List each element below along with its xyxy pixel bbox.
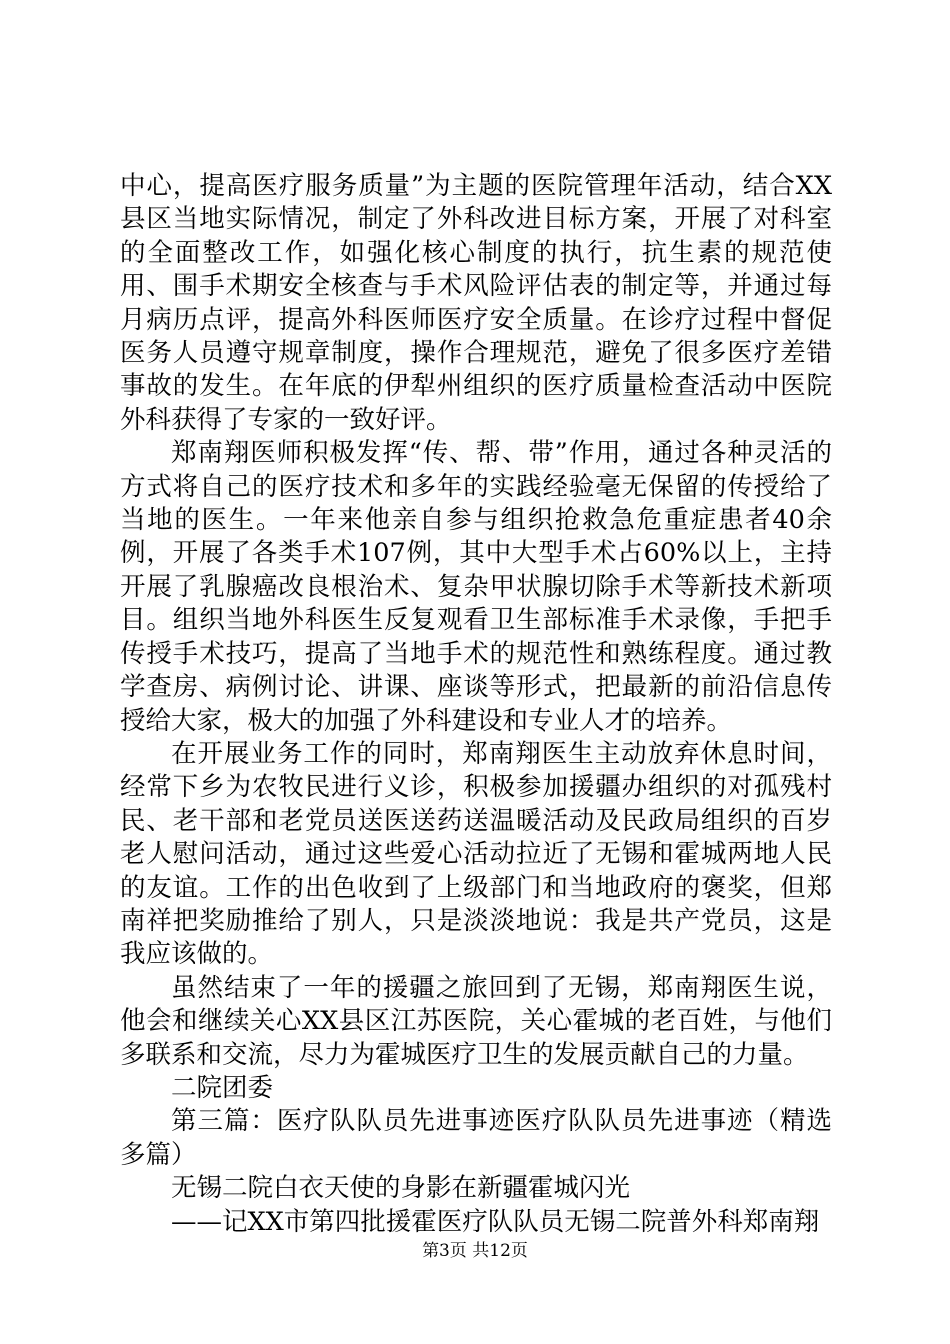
paragraph-volunteer: 在开展业务工作的同时，郑南翔医生主动放弃休息时间，经常下乡为农牧民进行义诊，积极参加援疆办组织的对孤残村民、老干部和老党员送医送药送温暖活动及民政局组织的百岁老人慰问活动，通过这些爱心活动拉近了无锡和霍城两地人民的友谊。工作的出色收到了上级部门和当地政府的褒奖，但郑南祥把奖励推给了别人，只是淡淡地说：我是共产党员，这是我应该做的。 xyxy=(120,738,832,970)
paragraph-continuation: 中心，提高医疗服务质量”为主题的医院管理年活动，结合XX县区当地实际情况，制定了外科改进目标方案，开展了对科室的全面整改工作，如强化核心制度的执行，抗生素的规范使用、围手术期安全核查与手术风险评估表的制定等，并通过每月病历点评，提高外科医师医疗安全质量。在诊疗过程中督促医务人员遵守规章制度，操作合理规范，避免了很多医疗差错事故的发生。在年底的伊犁州组织的医疗质量检查活动中医院外科获得了专家的一致好评。 xyxy=(120,171,832,435)
signature-line: 二院团委 xyxy=(171,1072,274,1103)
section-heading: 第三篇：医疗队队员先进事迹医疗队队员先进事迹（精选多篇） xyxy=(120,1106,832,1170)
article-subtitle: ——记XX市第四批援霍医疗队队员无锡二院普外科郑南翔 xyxy=(171,1206,820,1237)
page-number-footer: 第3页 共12页 xyxy=(422,1241,528,1261)
paragraph-closing: 虽然结束了一年的援疆之旅回到了无锡，郑南翔医生说，他会和继续关心XX县区江苏医院，关心霍城的老百姓，与他们多联系和交流，尽力为霍城医疗卫生的发展贡献自己的力量。 xyxy=(120,972,832,1070)
document-body xyxy=(120,170,832,1239)
paragraph-mentoring: 郑南翔医师积极发挥“传、帮、带”作用，通过各种灵活的方式将自己的医疗技术和多年的实践经验毫无保留的传授给了当地的医生。一年来他亲自参与组织抢救急危重症患者40余例，开展了各类手术107例，其中大型手术占60%以上，主持开展了乳腺癌改良根治术、复杂甲状腺切除手术等新技术新项目。组织当地外科医生反复观看卫生部标准手术录像，手把手传授手术技巧，提高了当地手术的规范性和熟练程度。通过教学查房、病例讨论、讲课、座谈等形式，把最新的前沿信息传授给大家，极大的加强了外科建设和专业人才的培养。 xyxy=(120,438,832,736)
article-title: 无锡二院白衣天使的身影在新疆霍城闪光 xyxy=(171,1173,631,1204)
